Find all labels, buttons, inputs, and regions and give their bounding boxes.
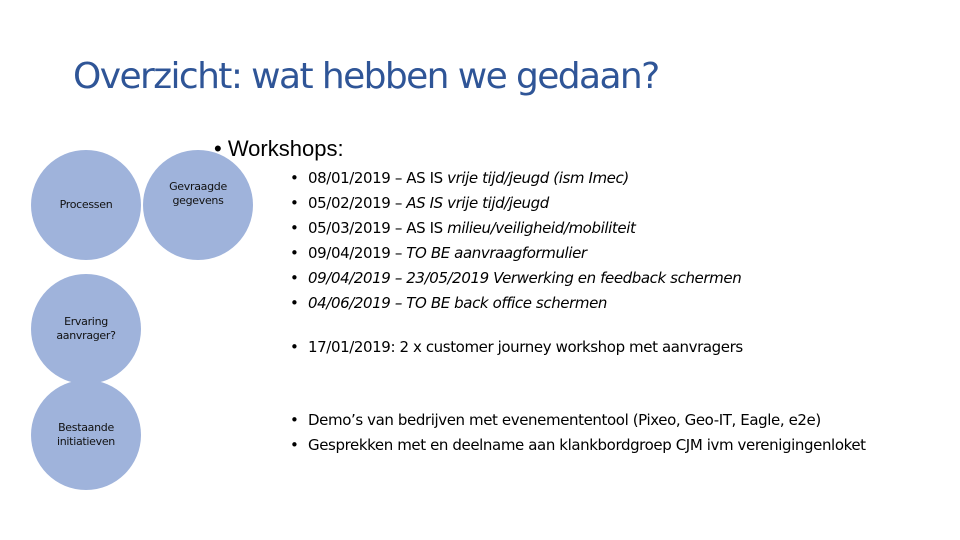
circle-bestaande-initiatieven bbox=[31, 380, 141, 490]
other-activities-list bbox=[290, 408, 866, 458]
customer-journey-list bbox=[290, 335, 743, 360]
list-item: • 17/01/2019: 2 x customer journey workshop met aanvragers bbox=[290, 335, 743, 360]
list-item: • 05/02/2019 – AS IS vrije tijd/jeugd bbox=[290, 191, 741, 216]
list-item: • Demo’s van bedrijven met evenemententool (Pixeo, Geo-IT, Eagle, e2e) bbox=[290, 408, 866, 433]
list-item: • 09/04/2019 – TO BE aanvraagformulier bbox=[290, 241, 741, 266]
circle-ervaring-aanvrager bbox=[31, 274, 141, 384]
list-item: • Gesprekken met en deelname aan klankbordgroep CJM ivm verenigingenloket bbox=[290, 433, 866, 458]
workshop-dates-list bbox=[290, 166, 741, 316]
circle-processen bbox=[31, 150, 141, 260]
circle-processen-label: Processen bbox=[59, 198, 113, 211]
list-item: • 08/01/2019 – AS IS vrije tijd/jeugd (ism Imec) bbox=[290, 166, 741, 191]
circle-gevraagde-gegevens bbox=[143, 150, 253, 260]
list-item: • 04/06/2019 – TO BE back office schermen bbox=[290, 291, 741, 316]
circle-ervaring-aanvrager-label: Ervaring aanvrager? bbox=[56, 315, 116, 342]
slide-title: Overzicht: wat hebben we gedaan? bbox=[73, 56, 659, 97]
list-item: • 09/04/2019 – 23/05/2019 Verwerking en feedback schermen bbox=[290, 266, 741, 291]
circle-gevraagde-gegevens-label: Gevraagde gegevens bbox=[169, 180, 227, 207]
circle-bestaande-initiatieven-label: Bestaande initiatieven bbox=[57, 421, 115, 448]
list-item: • 05/03/2019 – AS IS milieu/veiligheid/mobiliteit bbox=[290, 216, 741, 241]
workshops-heading: • Workshops: bbox=[214, 136, 344, 161]
